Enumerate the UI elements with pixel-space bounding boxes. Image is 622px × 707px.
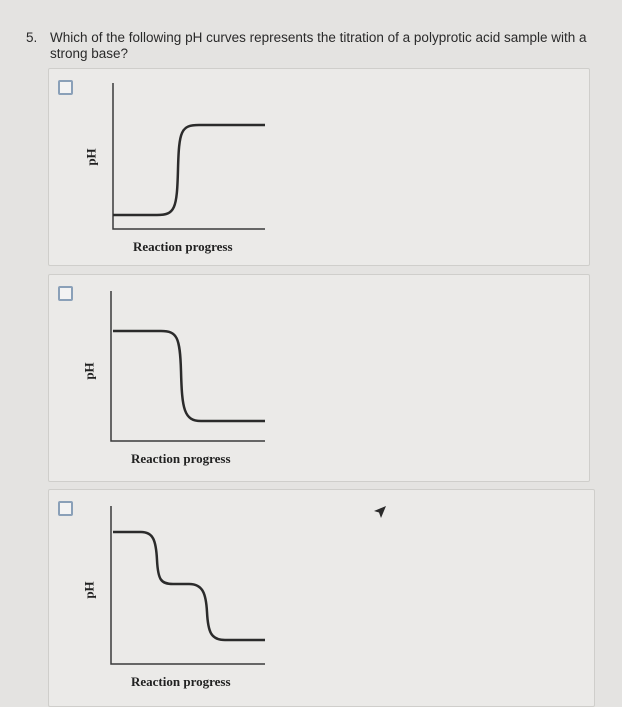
ph-curve bbox=[113, 331, 265, 421]
x-axis-label: Reaction progress bbox=[133, 239, 233, 254]
axes bbox=[113, 83, 265, 229]
x-axis-label: Reaction progress bbox=[131, 674, 231, 689]
answer-option-b[interactable] bbox=[48, 274, 590, 482]
ph-curve bbox=[113, 125, 265, 215]
answer-option-c[interactable] bbox=[48, 489, 595, 707]
x-axis-label: Reaction progress bbox=[131, 451, 231, 466]
question-number: 5. bbox=[26, 30, 38, 45]
answer-option-a[interactable] bbox=[48, 68, 590, 266]
ph-curve-plot-b bbox=[49, 275, 589, 481]
axes bbox=[111, 291, 265, 441]
y-axis-label: pH bbox=[81, 362, 97, 380]
ph-curve-plot-a bbox=[49, 69, 589, 265]
ph-curve bbox=[113, 532, 265, 640]
question-text: Which of the following pH curves represents the titration of a polyprotic acid sample with a strong base? bbox=[50, 30, 587, 61]
y-axis-label: pH bbox=[83, 148, 99, 166]
y-axis-label: pH bbox=[81, 581, 97, 599]
mouse-pointer-icon bbox=[373, 505, 387, 519]
